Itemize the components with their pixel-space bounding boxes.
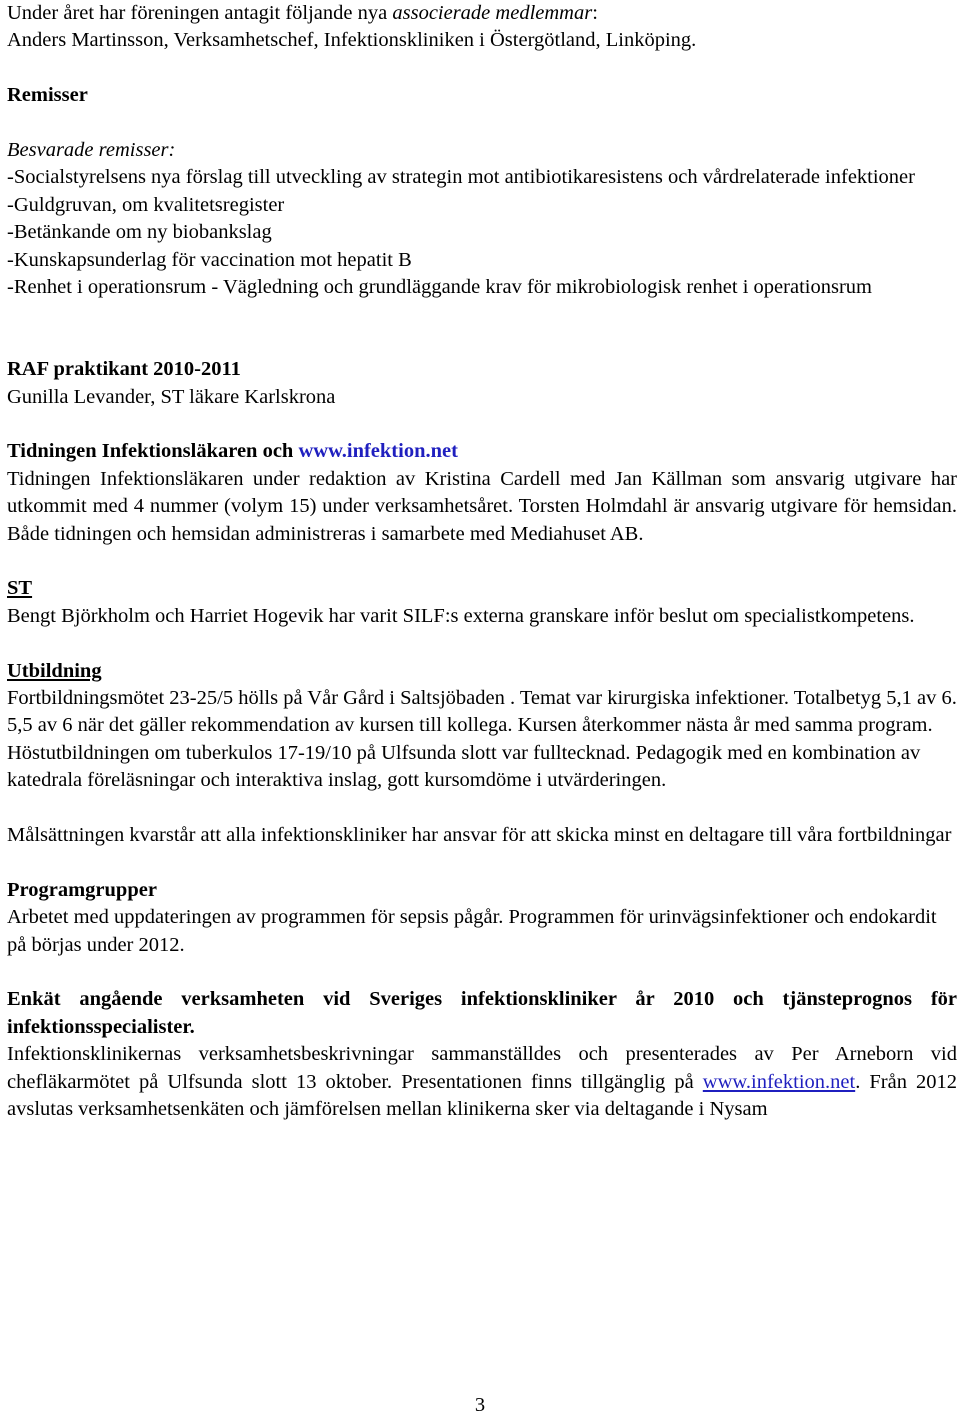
remisser-heading: Remisser [7, 84, 88, 107]
spacer [7, 630, 957, 657]
remiss-item: -Guldgruvan, om kvalitetsregister [7, 193, 285, 216]
tidningen-heading-link[interactable]: www.infektion.net [298, 440, 458, 463]
tidningen-heading [7, 438, 957, 465]
st-text: Bengt Björkholm och Harriet Hogevik har varit SILF:s externa granskare inför beslut om specialistkompetens. [7, 604, 915, 627]
spacer [7, 795, 957, 822]
tidningen-text: Tidningen Infektionsläkaren under redaktion av Kristina Cardell med Jan Källman som ansvarig utgivare har utkommit med 4 nummer (volym 15) under verksamhetsåret. Torsten Holmdahl är ansvarig utgivare för hemsidan. Både tidningen och hemsidan administreras i samarbete med Mediahuset AB. [7, 467, 957, 545]
spacer [7, 548, 957, 575]
st-heading: ST [7, 577, 33, 600]
members-name-line: Anders Martinsson, Verksamhetschef, Infektionskliniken i Östergötland, Linköping. [7, 29, 697, 52]
enkat-text-before: Infektionsklinikernas verksamhetsbeskrivningar sammanställdes och presenterades av Per Arneborn vid chefläkarmötet på Ulfsunda slott 13 oktober. Presentationen finns tillgänglig på [7, 1043, 957, 1093]
programgrupper-heading: Programgrupper [7, 878, 157, 901]
members-intro-colon: : [592, 2, 598, 24]
members-intro-italic: associerade medlemmar [392, 2, 593, 24]
programgrupper-text: Arbetet med uppdateringen av programmen för sepsis pågår. Programmen för urinvägsinfektioner och endokardit på börjas under 2012. [7, 906, 937, 956]
enkat-link[interactable]: www.infektion.net [702, 1070, 856, 1093]
members-intro-text: Under året har föreningen antagit följande nya [7, 2, 393, 24]
document-page [7, 0, 957, 1124]
remiss-item: -Socialstyrelsens nya förslag till utveckling av strategin mot antibiotikaresistens och vårdrelaterade infektioner [7, 166, 915, 189]
remiss-item: -Betänkande om ny biobankslag [7, 221, 272, 244]
remiss-item: -Kunskapsunderlag för vaccination mot hepatit B [7, 248, 412, 271]
spacer [7, 411, 957, 438]
utbildning-paragraph-2: Höstutbildningen om tuberkulos 17-19/10 på Ulfsunda slott var fulltecknad. Pedagogik med en kombination av katedrala föreläsningar och interaktiva inslag, gott kursomdöme i utvärderingen. [7, 741, 921, 792]
spacer [7, 301, 957, 356]
tidningen-heading-text: Tidningen Infektionsläkaren och [7, 440, 299, 463]
remisser-list [7, 164, 957, 301]
spacer [7, 959, 957, 986]
spacer [7, 110, 957, 137]
remiss-item: -Renhet i operationsrum - Vägledning och grundläggande krav för mikrobiologisk renhet i operationsrum [7, 276, 872, 299]
raf-text: Gunilla Levander, ST läkare Karlskrona [7, 385, 336, 408]
page-number: 3 [474, 1394, 486, 1416]
raf-heading: RAF praktikant 2010-2011 [7, 358, 241, 381]
spacer [7, 849, 957, 876]
spacer [7, 55, 957, 82]
members-intro [7, 0, 957, 27]
utbildning-paragraph-3: Målsättningen kvarstår att alla infektionskliniker har ansvar för att skicka minst en deltagare till våra fortbildningar [7, 824, 952, 847]
utbildning-paragraph-1: Fortbildningsmötet 23-25/5 hölls på Vår Gård i Saltsjöbaden . Temat var kirurgiska infektioner. Totalbetyg 5,1 av 6. 5,5 av 6 när det gäller rekommendation av kursen till kollega. Kursen återkommer nästa år med samma program. [7, 687, 957, 737]
enkat-heading: Enkät angående verksamheten vid Sveriges infektionskliniker år 2010 och tjänsteprognos för infektionsspecialister. [7, 988, 957, 1038]
enkat-text-after: . Från 2012 avslutas verksamhetsenkäten och jämförelsen mellan klinikerna sker via deltagande i Nysam [7, 1070, 958, 1121]
enkat-text [7, 1041, 957, 1123]
utbildning-heading: Utbildning [7, 659, 102, 682]
remisser-subheading: Besvarade remisser: [7, 139, 176, 161]
